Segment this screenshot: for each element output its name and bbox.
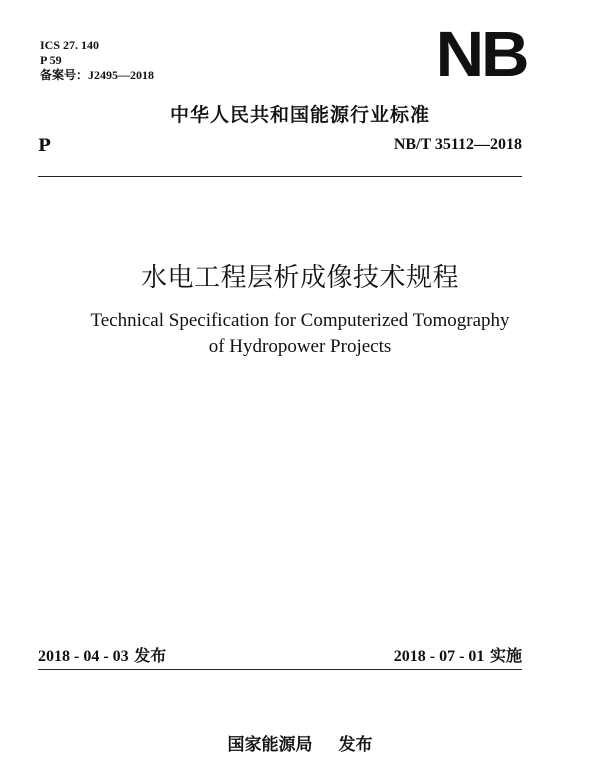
nb-logo: NB xyxy=(435,18,526,90)
issue-date xyxy=(38,643,166,666)
publisher xyxy=(0,730,600,755)
implementation-date xyxy=(394,643,522,666)
english-title xyxy=(0,308,600,360)
classification-codes xyxy=(40,38,154,83)
implementation-date-label: 实施 xyxy=(489,646,522,665)
p-code: P 59 xyxy=(40,53,62,67)
standard-classification: 中华人民共和国能源行业标准 xyxy=(169,104,430,126)
publisher-action: 发布 xyxy=(338,735,373,755)
publisher-name: 国家能源局 xyxy=(227,735,313,755)
implementation-date-value: 2018 - 07 - 01 xyxy=(393,648,485,665)
standard-number: NB/T 35112—2018 xyxy=(393,136,522,153)
category-code: P xyxy=(38,136,51,156)
record-number: 备案号：J2495—2018 xyxy=(40,68,155,82)
issue-date-value: 2018 - 04 - 03 xyxy=(38,648,129,665)
bottom-divider xyxy=(38,669,522,670)
chinese-title: 水电工程层析成像技术规程 xyxy=(140,263,459,293)
english-title-line-2: of Hydropower Projects xyxy=(208,336,392,357)
english-title-line-1: Technical Specification for Computerized Tomography xyxy=(90,310,510,331)
issue-date-label: 发布 xyxy=(134,646,167,665)
ics-code: ICS 27. 140 xyxy=(40,38,100,52)
top-divider xyxy=(38,176,522,177)
